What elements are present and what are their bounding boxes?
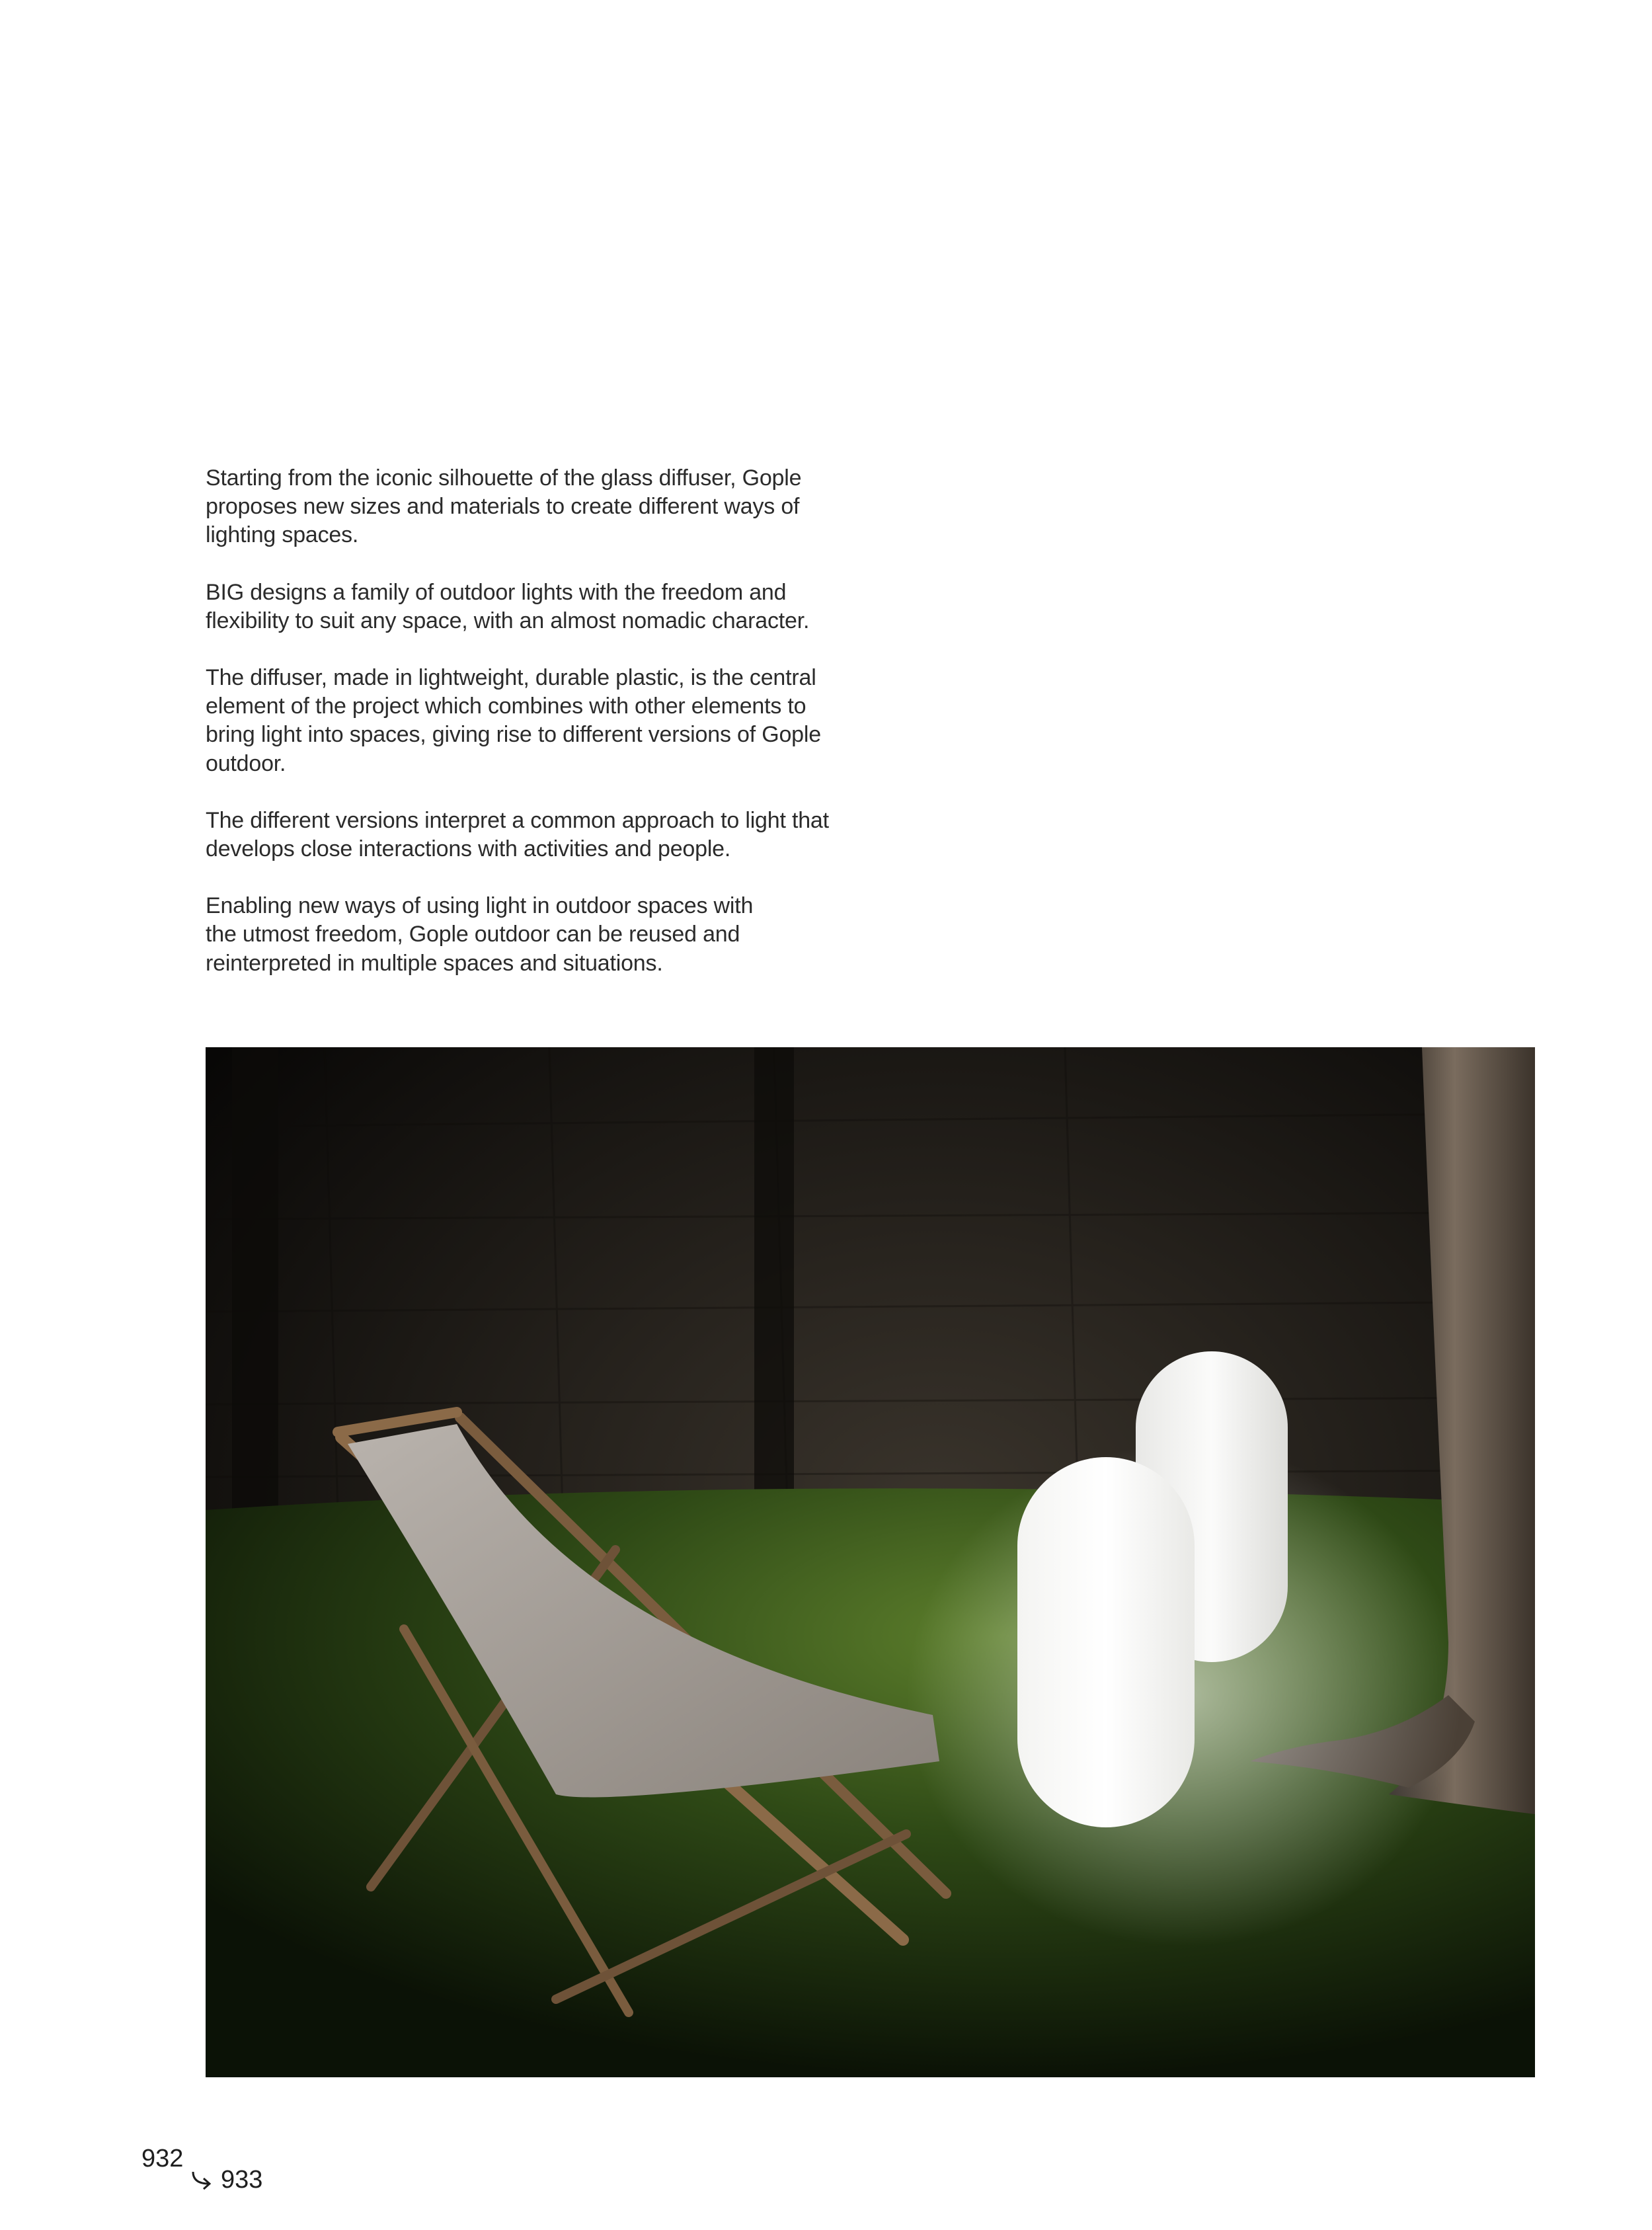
paragraph-1: Starting from the iconic silhouette of the glass diffuser, Gople proposes new sizes and materials to create different ways of lighting spaces. [206, 465, 802, 548]
page-number-next: 933 [221, 2166, 263, 2194]
product-photo [206, 1047, 1535, 2077]
return-arrow-icon [189, 2169, 216, 2192]
paragraph-2: BIG designs a family of outdoor lights with the freedom and flexibility to suit any space, with an almost nomadic character. [206, 579, 810, 633]
tree-silhouette-left [232, 1047, 278, 1550]
night-garden-scene [206, 1047, 1535, 2077]
page-number-current: 932 [141, 2145, 184, 2172]
lamp-front-diffuser [1017, 1457, 1195, 1827]
tree-silhouette-middle [754, 1047, 794, 1536]
page-number-next-group [189, 2166, 262, 2194]
body-copy [206, 464, 893, 1006]
paragraph-5: Enabling new ways of using light in outdoor spaces with the utmost freedom, Gople outdoor can be reused and reinterpreted in multiple spaces and situations. [206, 893, 754, 976]
paragraph-4: The different versions interpret a common approach to light that develops close interactions with activities and people. [206, 807, 829, 862]
paragraph-3: The diffuser, made in lightweight, durable plastic, is the central element of the project which combines with other elements to bring light into spaces, giving rise to different versions of Gople outdoor. [206, 665, 821, 776]
